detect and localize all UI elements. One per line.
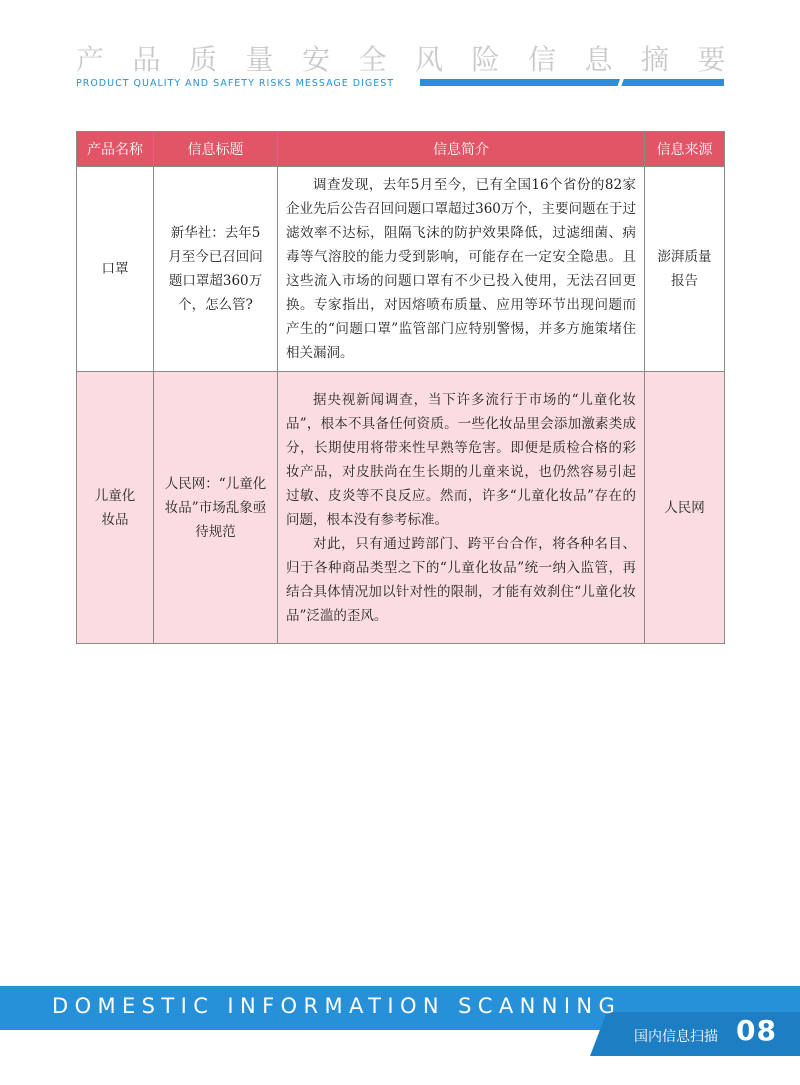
product-name: 口罩 [77, 167, 154, 372]
table-header-row [77, 132, 725, 167]
table-row [77, 167, 725, 372]
info-table [76, 131, 725, 644]
summary-paragraph: 据央视新闻调查，当下许多流行于市场的“儿童化妆品”，根本不具备任何资质。一些化妆品里会添加激素类成分，长期使用将带来性早熟等危害。即便是质检合格的彩妆产品，对皮肤尚在生长期的儿童来说，也仍然容易引起过敏、皮炎等不良反应。然而，许多“儿童化妆品”存在的问题，根本没有参考标准。 [286, 391, 636, 528]
table-row [77, 372, 725, 644]
header-bar-notch [612, 79, 632, 86]
product-name: 儿童化妆品 [77, 372, 154, 644]
info-source: 人民网 [645, 372, 725, 644]
info-summary [278, 372, 645, 644]
info-title: 人民网：“儿童化妆品”市场乱象亟待规范 [154, 372, 278, 644]
info-summary [278, 167, 645, 372]
summary-paragraph: 对此，只有通过跨部门、跨平台合作，将各种名目、归于各种商品类型之下的“儿童化妆品”统一纳入监管，再结合具体情况加以针对性的限制，才能有效刹住“儿童化妆品”泛滥的歪风。 [286, 535, 636, 624]
column-header-title: 信息标题 [154, 132, 278, 167]
page-number: 08 [736, 1014, 777, 1047]
column-header-product: 产品名称 [77, 132, 154, 167]
info-source: 澎湃质量报告 [645, 167, 725, 372]
header-title-en: PRODUCT QUALITY AND SAFETY RISKS MESSAGE DIGEST [76, 78, 395, 89]
header-title-cn: 产品质量安全风险信息摘要 [76, 43, 755, 76]
column-header-source: 信息来源 [645, 132, 725, 167]
footer-cn-label: 国内信息扫描 [634, 1029, 718, 1045]
info-title: 新华社：去年5月至今已召回问题口罩超360万个，怎么管? [154, 167, 278, 372]
summary-paragraph: 调查发现，去年5月至今，已有全国16个省份的82家企业先后公告召回问题口罩超过360万个，主要问题在于过滤效率不达标，阻隔飞沫的防护效果降低，过滤细菌、病毒等气溶胶的能力受到影响，可能存在一定安全隐患。且这些流入市场的问题口罩有不少已投入使用，无法召回更换。专家指出，对因熔喷布质量、应用等环节出现问题而产生的“问题口罩”监管部门应特别警惕，并多方施策堵住相关漏洞。 [286, 177, 636, 361]
footer-en-label: DOMESTIC INFORMATION SCANNING [52, 994, 622, 1018]
header-bar [420, 79, 724, 86]
column-header-summary: 信息简介 [278, 132, 645, 167]
